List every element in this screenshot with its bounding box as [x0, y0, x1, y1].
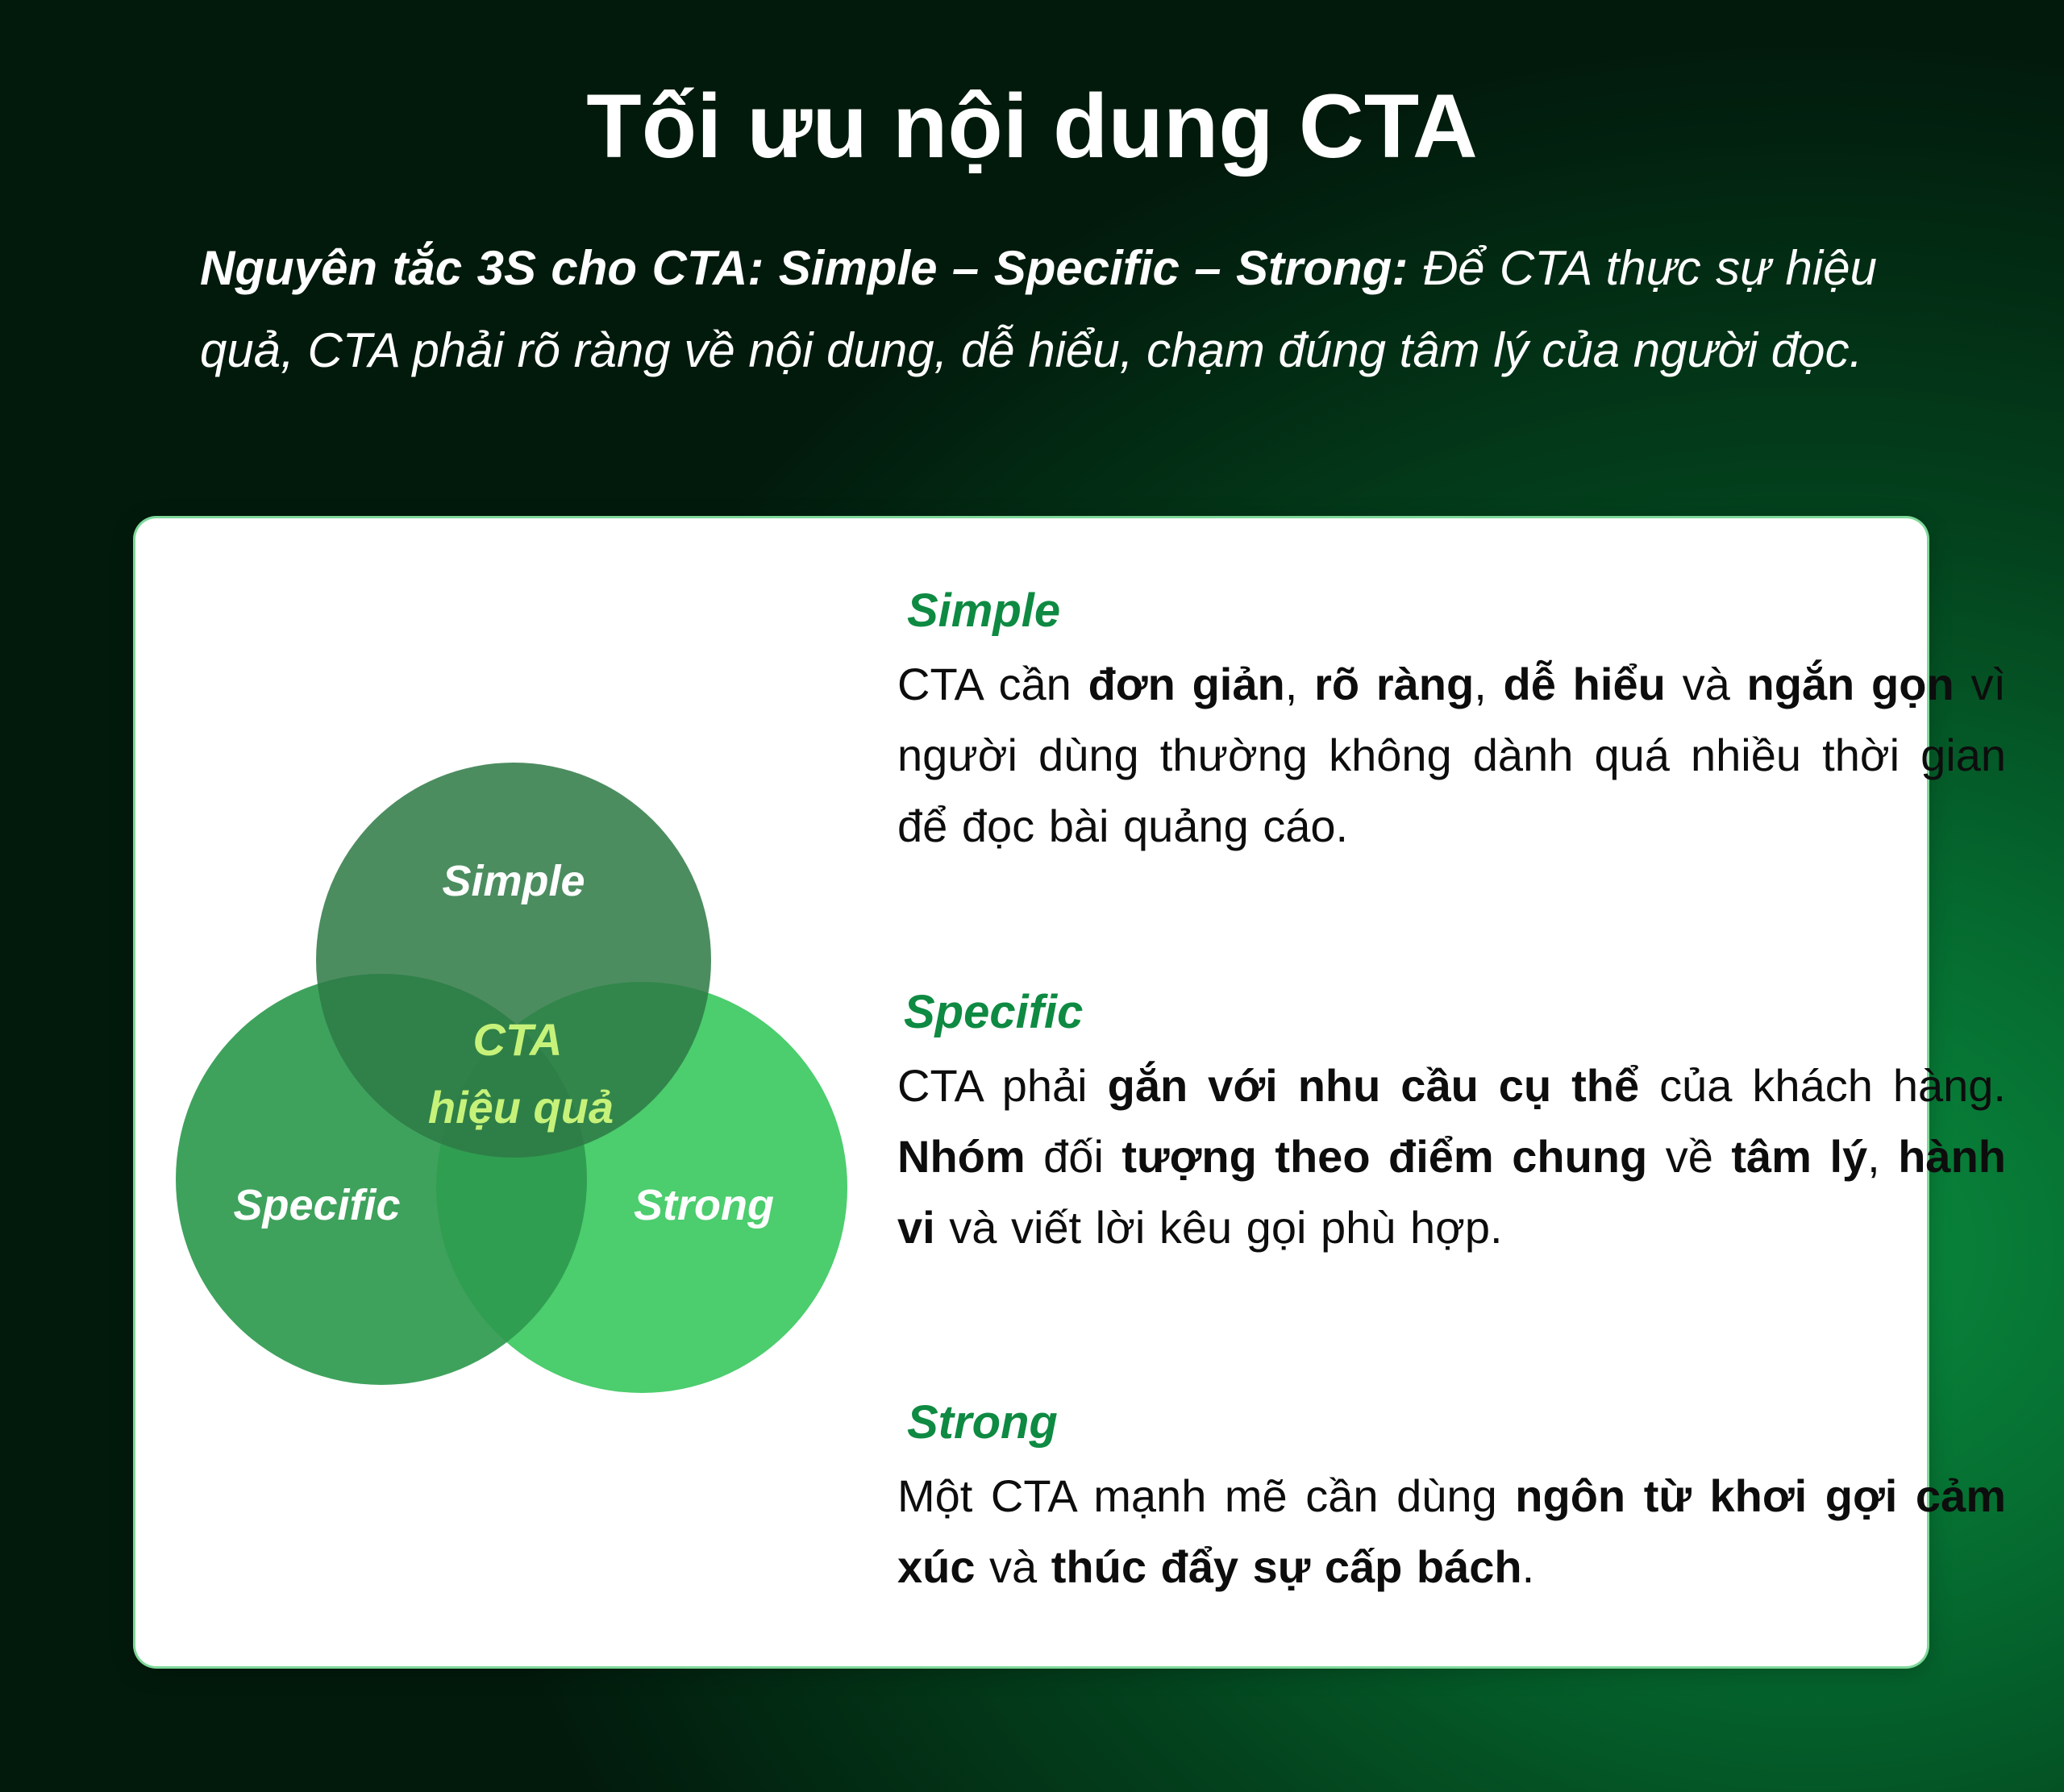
body-text: , — [1867, 1131, 1899, 1182]
venn-center-line1: CTA — [472, 1014, 563, 1065]
body-text: về — [1647, 1131, 1732, 1182]
body-text: vì người dùng thường không dành quá nhiều thời gian để đọc bài quảng cáo. — [897, 659, 2007, 851]
body-text: Một CTA mạnh mẽ cần dùng — [897, 1470, 1516, 1521]
body-text: CTA phải — [897, 1060, 1108, 1111]
venn-center-line2: hiệu quả — [427, 1082, 614, 1133]
section-text-simple — [897, 649, 2006, 862]
venn-diagram — [135, 518, 909, 1666]
emphasis-text: rõ ràng — [1314, 659, 1475, 709]
emphasis-text: Nhóm — [897, 1131, 1026, 1182]
emphasis-text: gắn với nhu cầu cụ thể — [1107, 1060, 1640, 1111]
section-heading-specific: Specific — [904, 986, 1084, 1038]
body-text: và — [975, 1541, 1051, 1592]
emphasis-text: thúc đẩy sự cấp bách — [1051, 1541, 1522, 1592]
venn-label-specific: Specific — [233, 1181, 401, 1229]
emphasis-text: đơn giản — [1088, 659, 1285, 709]
section-specific — [897, 984, 2006, 1263]
body-text: , — [1474, 659, 1504, 709]
section-heading-strong: Strong — [907, 1396, 1058, 1449]
section-simple — [897, 583, 2006, 862]
section-text-specific — [897, 1050, 2006, 1263]
body-text: và viết lời kêu gọi phù hợp. — [934, 1202, 1503, 1253]
venn-label-simple: Simple — [442, 857, 585, 905]
body-text: CTA cần — [897, 659, 1088, 709]
section-heading-simple: Simple — [907, 584, 1061, 637]
body-text: của khách hàng. — [1639, 1060, 2006, 1111]
page-title: Tối ưu nội dung CTA — [586, 76, 1478, 177]
body-text: . — [1521, 1541, 1535, 1592]
emphasis-text: hành vi — [897, 1131, 2006, 1253]
section-text-strong — [897, 1461, 2006, 1603]
body-text: và — [1665, 659, 1747, 709]
body-text: đối — [1025, 1131, 1122, 1182]
section-strong — [897, 1395, 2006, 1603]
intro-paragraph — [200, 227, 1877, 392]
content-card — [135, 518, 2007, 1666]
venn-label-strong: Strong — [634, 1181, 774, 1229]
body-text: , — [1284, 659, 1315, 709]
emphasis-text: dễ hiểu — [1503, 659, 1666, 709]
emphasis-text: tâm lý — [1731, 1131, 1868, 1182]
emphasis-text: tượng theo điểm chung — [1121, 1131, 1648, 1182]
emphasis-text: ngôn từ khơi gợi cảm xúc — [897, 1470, 2006, 1592]
intro-text: Để CTA thực sự hiệu quả, CTA phải rõ ràng về nội dung, dễ hiểu, chạm đúng tâm lý của người đọc. — [200, 241, 1877, 377]
intro-bold-lead: Nguyên tắc 3S cho CTA: Simple – Specific – Strong: — [200, 241, 1409, 295]
emphasis-text: ngắn gọn — [1746, 659, 1954, 709]
